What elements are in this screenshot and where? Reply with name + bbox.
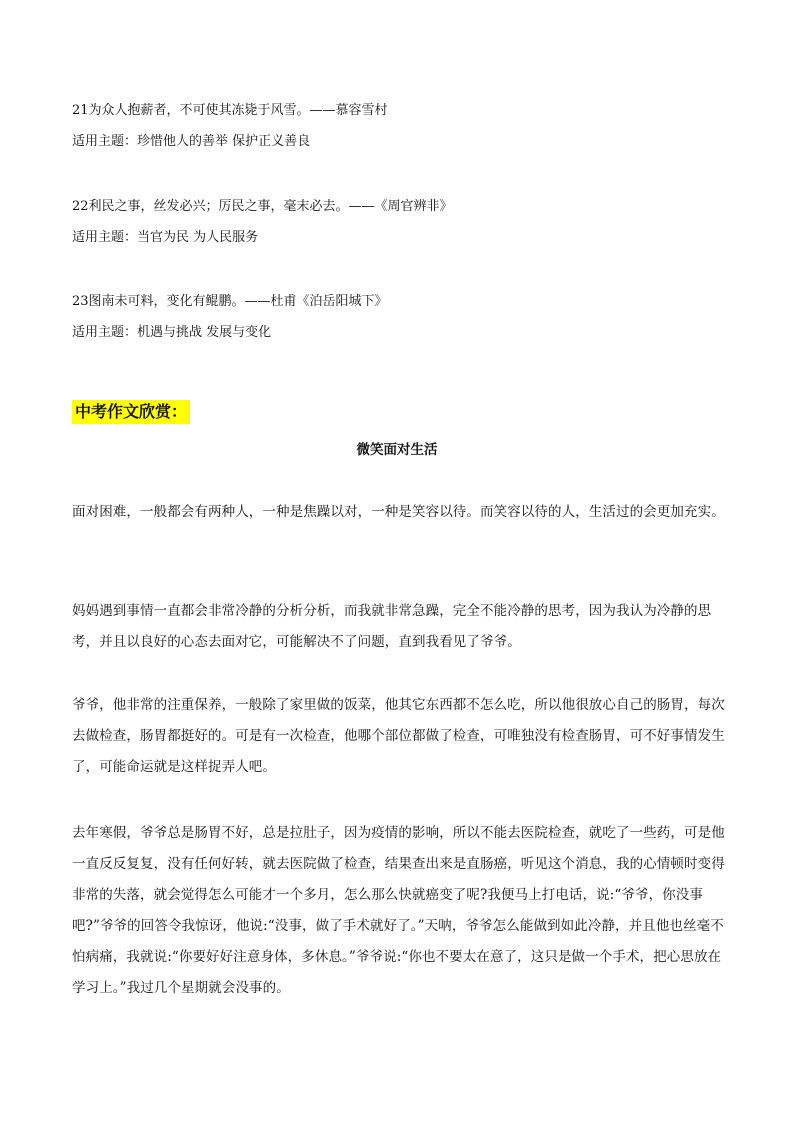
essay-paragraph: 面对困难，一般都会有两种人，一种是焦躁以对，一种是笑容以待。而笑容以待的人，生活过的会更加充实。	[72, 504, 725, 520]
quote-theme: 适用主题：珍惜他人的善举 保护正义善良	[72, 134, 311, 149]
essay-title: 微笑面对生活	[356, 442, 438, 458]
quote-text: 21为众人抱薪者，不可使其冻毙于风雪。——慕容雪村	[72, 103, 388, 118]
essay-paragraph: 爷爷，他非常的注重保养，一般除了家里做的饭菜，他其它东西都不怎么吃，所以他很放心自己的肠胃，每次去做检查，肠胃都挺好的。可是有一次检查，他哪个部位都做了检查，可唯独没有检查肠胃，可不好事情发生了，可能命运就是这样捉弄人吧。	[72, 697, 725, 775]
section-header-highlight: 中考作文欣赏：	[72, 400, 190, 424]
quote-text: 23图南未可料，变化有鲲鹏。——杜甫《泊岳阳城下》	[72, 294, 388, 309]
quote-theme: 适用主题：当官为民 为人民服务	[72, 230, 259, 245]
essay-paragraph: 去年寒假，爷爷总是肠胃不好，总是拉肚子，因为疫情的影响，所以不能去医院检查，就吃了一些药，可是他一直反反复复，没有任何好转，就去医院做了检查，结果查出来是直肠癌，听见这个消息，我的心情顿时变得非常的失落，就会觉得怎么可能才一个多月，怎么那么快就癌变了呢?我便马上打电话，说:“爷爷，你没事吧?”爷爷的回答令我惊讶，他说:“没事，做了手术就好了。”天呐，爷爷怎么能做到如此冷静，并且他也丝毫不怕病痛，我就说:“你要好好注意身体，多休息。”爷爷说:“你也不要太在意了，这只是做一个手术，把心思放在学习上。”我过几个星期就会没事的。	[72, 825, 725, 996]
essay-paragraph: 妈妈遇到事情一直都会非常冷静的分析分析，而我就非常急躁，完全不能冷静的思考，因为我认为冷静的思考，并且以良好的心态去面对它，可能解决不了问题，直到我看见了爷爷。	[72, 603, 712, 650]
quote-theme: 适用主题：机遇与挑战 发展与变化	[72, 325, 272, 340]
quote-text: 22利民之事，丝发必兴；厉民之事，毫末必去。——《周官辨非》	[72, 199, 453, 214]
